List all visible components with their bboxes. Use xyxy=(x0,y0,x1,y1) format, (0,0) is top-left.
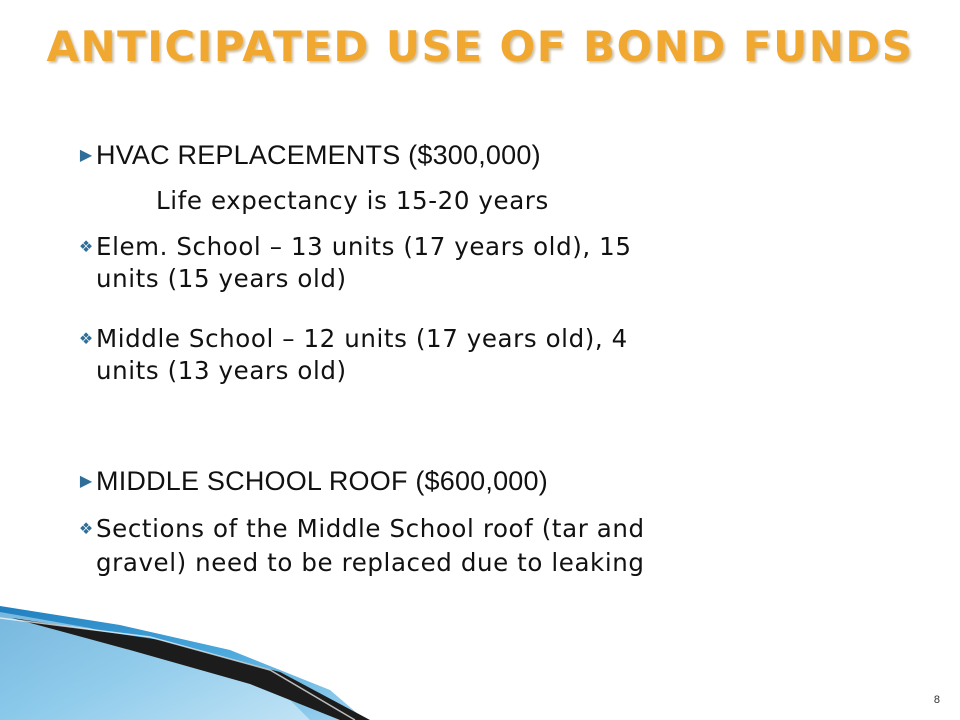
bullet-text: Life expectancy is 15-20 years xyxy=(156,186,549,215)
bullet-text-line2: units (13 years old) xyxy=(96,356,347,385)
bullet-text-line2: units (15 years old) xyxy=(96,264,347,293)
arrow-bullet-icon: ▶ xyxy=(79,145,93,164)
bullet-text-line1: Elem. School – 13 units (17 years old), 15 xyxy=(96,232,632,261)
slide-title: ANTICIPATED USE OF BOND FUNDS xyxy=(46,22,914,71)
diamond-bullet-icon: ❖ xyxy=(78,329,94,348)
bullet-text-line1: Sections of the Middle School roof (tar and xyxy=(96,514,645,543)
page-number: 8 xyxy=(933,694,940,706)
bullet-text: HVAC REPLACEMENTS ($300,000) xyxy=(96,140,541,170)
diamond-bullet-icon: ❖ xyxy=(78,237,94,256)
bullet-text-line1: Middle School – 12 units (17 years old), 4 xyxy=(96,324,628,353)
arrow-bullet-icon: ▶ xyxy=(79,471,93,490)
bullet-text-line2: gravel) need to be replaced due to leaking xyxy=(96,548,645,577)
diamond-bullet-icon: ❖ xyxy=(78,519,94,538)
bullet-text: MIDDLE SCHOOL ROOF ($600,000) xyxy=(96,466,548,496)
